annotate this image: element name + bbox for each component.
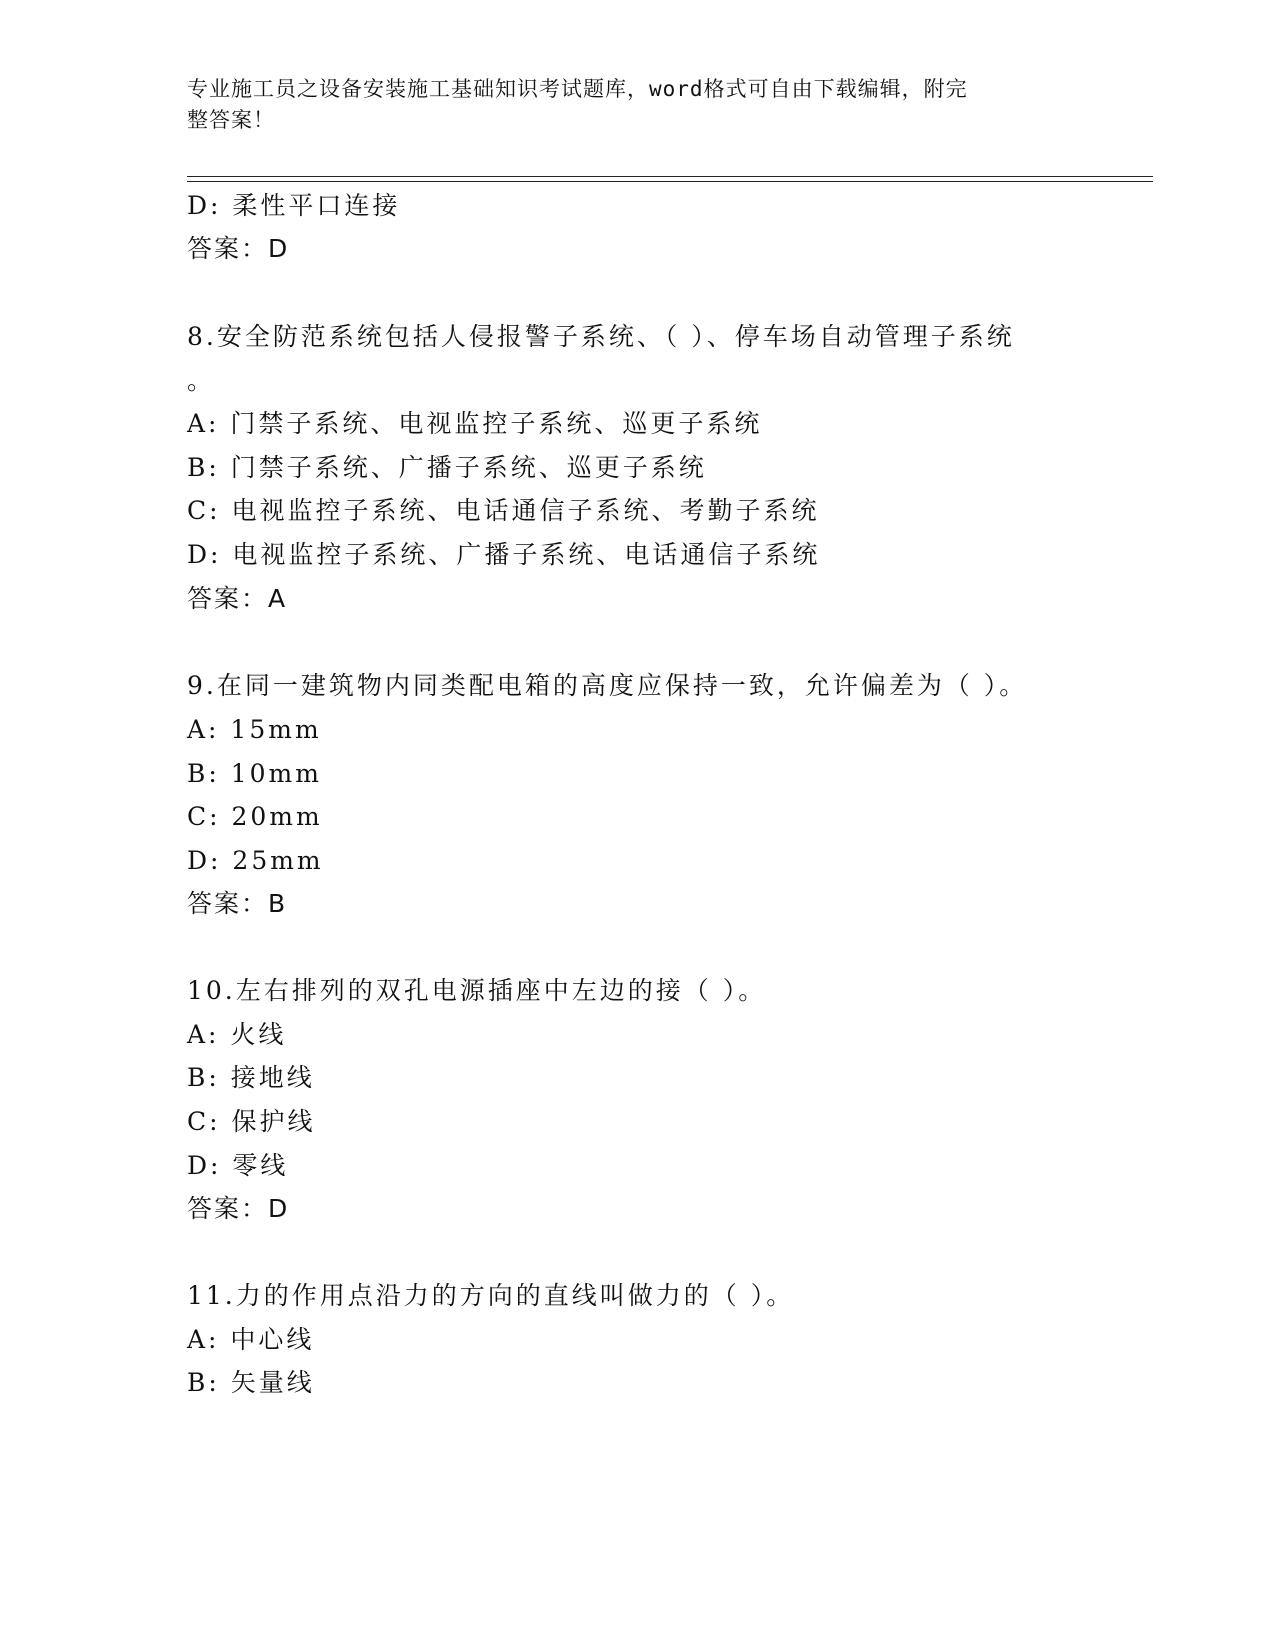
- q10-option-a: A: 火线: [187, 1020, 287, 1049]
- header-divider-top: [187, 176, 1153, 177]
- q9-option-b: B: 10mm: [187, 759, 322, 788]
- q10-option-b: B: 接地线: [187, 1063, 315, 1092]
- q8-option-c: C: 电视监控子系统、电话通信子系统、考勤子系统: [187, 496, 820, 525]
- q9-option-c: C: 20mm: [187, 802, 323, 831]
- q8-stem-line-1: 8.安全防范系统包括人侵报警子系统、（ ）、停车场自动管理子系统: [187, 322, 1015, 351]
- q10-answer: 答案：D: [187, 1194, 290, 1223]
- q9-stem: 9.在同一建筑物内同类配电箱的高度应保持一致，允许偏差为（ ）。: [187, 671, 1028, 700]
- q11-option-a: A: 中心线: [187, 1325, 315, 1354]
- header-divider-bottom: [187, 181, 1153, 182]
- q7-answer: 答案：D: [187, 234, 290, 263]
- q10-option-d: D: 零线: [187, 1151, 289, 1180]
- q10-option-c: C: 保护线: [187, 1107, 316, 1136]
- q11-option-b: B: 矢量线: [187, 1368, 315, 1397]
- q7-option-d: D: 柔性平口连接: [187, 191, 401, 220]
- q8-answer: 答案：A: [187, 584, 288, 613]
- q9-option-a: A: 15mm: [187, 715, 322, 744]
- header-line-2: 整答案！: [187, 108, 275, 132]
- q8-option-a: A: 门禁子系统、电视监控子系统、巡更子系统: [187, 409, 763, 438]
- q11-stem: 11.力的作用点沿力的方向的直线叫做力的（ ）。: [187, 1281, 795, 1310]
- q9-answer: 答案：B: [187, 889, 288, 918]
- q10-stem: 10.左右排列的双孔电源插座中左边的接（ ）。: [187, 976, 767, 1005]
- header-line-1: 专业施工员之设备安装施工基础知识考试题库，word格式可自由下载编辑，附完: [187, 77, 968, 101]
- q8-option-d: D: 电视监控子系统、广播子系统、电话通信子系统: [187, 540, 821, 569]
- q8-stem-line-2: 。: [187, 366, 216, 395]
- q8-option-b: B: 门禁子系统、广播子系统、巡更子系统: [187, 453, 707, 482]
- document-header: [187, 74, 1067, 136]
- q9-option-d: D: 25mm: [187, 846, 324, 875]
